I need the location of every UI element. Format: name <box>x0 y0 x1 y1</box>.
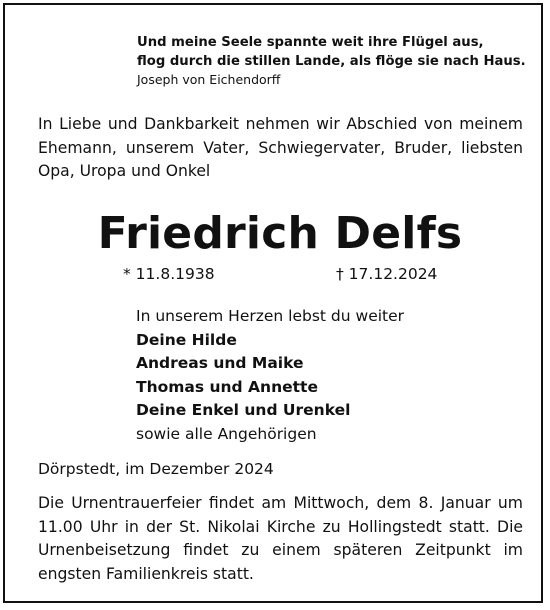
place-and-date: Dörpstedt, im Dezember 2024 <box>38 460 274 478</box>
quote-author: Joseph von Eichendorff <box>137 72 281 87</box>
family-signatures <box>136 305 516 446</box>
family-line-2: Deine Hilde <box>136 330 237 349</box>
family-line-5: Deine Enkel und Urenkel <box>136 401 351 419</box>
quote-line-2: flog durch die stillen Lande, als flöge sie nach Haus. <box>137 54 526 69</box>
farewell-text: In Liebe und Dankbarkeit nehmen wir Abschied von meinem Ehemann, unserem Vater, Schwiegervater, Bruder, liebsten Opa, Uropa und Onkel <box>38 115 523 180</box>
family-line-4: Thomas und Annette <box>136 377 318 396</box>
poem-quote <box>137 33 537 88</box>
family-line-6: sowie alle Angehörigen <box>136 424 317 443</box>
birth-date: * 11.8.1938 <box>123 265 215 283</box>
deceased-name: Friedrich Delfs <box>97 208 463 259</box>
funeral-notice: Die Urnentrauerfeier findet am Mittwoch, dem 8. Januar um 11.00 Uhr in der St. Nikolai Kirche zu Hollingstedt statt. Die Urnenbeisetzung findet zu einem späteren Zeitpunkt im engsten Familienkreis statt. <box>38 494 523 583</box>
death-date: † 17.12.2024 <box>336 265 438 283</box>
obituary-frame <box>3 3 543 603</box>
quote-line-1: Und meine Seele spannte weit ihre Flügel aus, <box>137 35 484 50</box>
family-line-3: Andreas und Maike <box>136 354 304 372</box>
family-line-1: In unserem Herzen lebst du weiter <box>136 307 405 325</box>
